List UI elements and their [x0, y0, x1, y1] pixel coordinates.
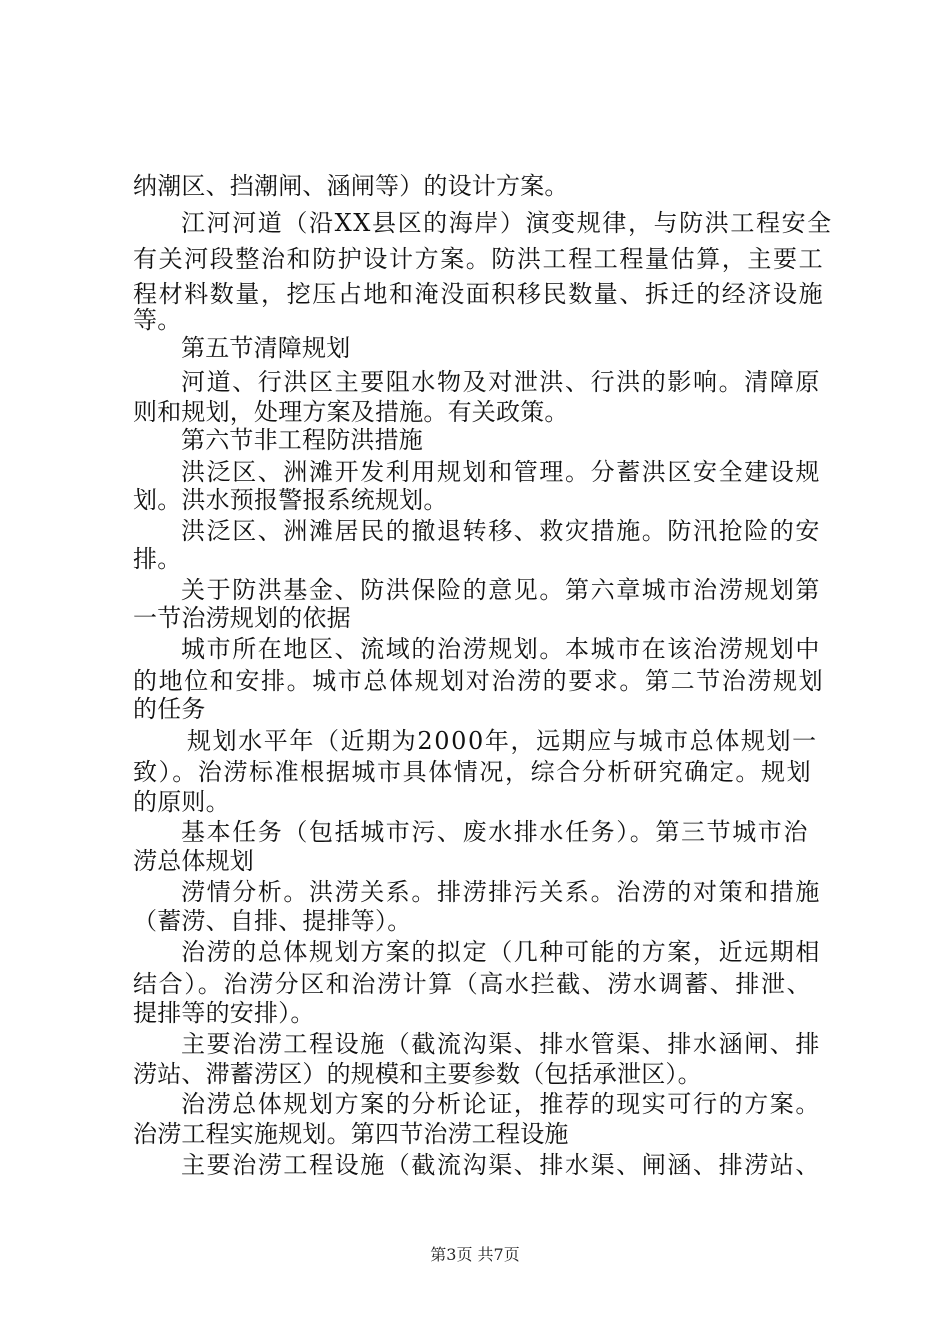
text-line: 有关河段整治和防护设计方案。防洪工程工程量估算，主要工 [133, 245, 825, 273]
section-heading: 第五节清障规划 [181, 334, 351, 362]
text-line: 主要治涝工程设施（截流沟渠、排水渠、闸涵、排涝站、 [181, 1151, 821, 1179]
page-number-footer: 第3页 共7页 [430, 1245, 520, 1264]
text-line: 划。洪水预报警报系统规划。 [133, 486, 448, 514]
text-line: 提排等的安排）。 [133, 999, 315, 1027]
text-line: 排。 [133, 545, 182, 573]
text-line: 治涝总体规划方案的分析论证，推荐的现实可行的方案。 [181, 1090, 821, 1118]
text-line: 基本任务（包括城市污、废水排水任务）。第三节城市治 [181, 818, 809, 846]
text-line: 致）。治涝标准根据城市具体情况，综合分析研究确定。规划 [133, 758, 813, 786]
text-line: 洪泛区、洲滩开发利用规划和管理。分蓄洪区安全建设规 [181, 458, 821, 486]
text-line: 涝站、滞蓄涝区）的规模和主要参数（包括承泄区）。 [133, 1060, 702, 1088]
text-line: 城市所在地区、流域的治涝规划。本城市在该治涝规划中 [181, 635, 821, 663]
text-line: 洪泛区、洲滩居民的撤退转移、救灾措施。防汛抢险的安 [181, 517, 821, 545]
text-line: 一节治涝规划的依据 [133, 604, 351, 632]
text-line: 的地位和安排。城市总体规划对治涝的要求。第二节治涝规划 [133, 667, 825, 695]
text-line: 的任务 [133, 695, 206, 723]
text-line: 结合）。治涝分区和治涝计算（高水拦截、涝水调蓄、排泄、 [133, 970, 813, 998]
text-line: 的原则。 [133, 788, 230, 816]
text-line: 程材料数量，挖压占地和淹没面积移民数量、拆迁的经济设施 [133, 280, 825, 308]
text-line: 河道、行洪区主要阻水物及对泄洪、行洪的影响。清障原 [181, 368, 821, 396]
text-line: 江河河道（沿XX县区的海岸）演变规律，与防洪工程安全 [181, 209, 833, 237]
section-heading: 第六节非工程防洪措施 [181, 426, 423, 454]
text-line: 治涝的总体规划方案的拟定（几种可能的方案，近远期相 [181, 938, 821, 966]
text-line: 纳潮区、挡潮闸、涵闸等）的设计方案。 [133, 172, 569, 200]
text-line: 关于防洪基金、防洪保险的意见。第六章城市治涝规划第 [181, 576, 821, 604]
text-line: 涝总体规划 [133, 847, 254, 875]
text-line: 治涝工程实施规划。第四节治涝工程设施 [133, 1120, 569, 1148]
text-line: 等。 [133, 306, 182, 334]
text-line: 涝情分析。洪涝关系。排涝排污关系。治涝的对策和措施 [181, 878, 821, 906]
text-line: 规划水平年（近期为2000年，远期应与城市总体规划一 [187, 727, 818, 755]
text-line: 则和规划，处理方案及措施。有关政策。 [133, 398, 569, 426]
text-line: （蓄涝、自排、提排等）。 [133, 907, 412, 935]
text-line: 主要治涝工程设施（截流沟渠、排水管渠、排水涵闸、排 [181, 1030, 821, 1058]
